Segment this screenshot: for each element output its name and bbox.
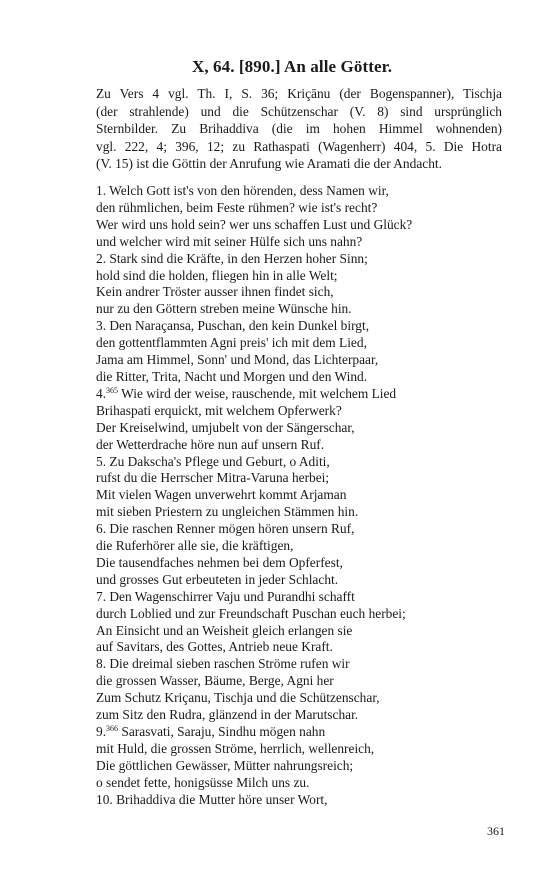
intro-line: Zu Vers 4 vgl. Th. I, S. 36; Kriçānu (der Bogenspanner), Tischja xyxy=(96,86,502,101)
intro-line: vgl. 222, 4; 396, 12; zu Rathaspati (Wagenherr) 404, 5. Die Hotra xyxy=(96,138,502,154)
verse-line: 5. Zu Dakscha's Pflege und Geburt, o Aditi, xyxy=(96,453,330,469)
verse-line: mit sieben Priestern zu ungleichen Stämmen hin. xyxy=(96,504,359,520)
verse-line: durch Loblied und zur Freundschaft Puschan euch herbei; xyxy=(96,605,406,621)
verse-line: An Einsicht und an Weisheit gleich erlangen sie xyxy=(96,622,353,638)
verse-line: Jama am Himmel, Sonn' und Mond, das Lichterpaar, xyxy=(96,352,379,368)
page-title: X, 64. [890.] An alle Götter. xyxy=(191,57,393,76)
intro-line: Sternbilder. Zu Brihaddiva (die im hohen Himmel wohnenden) xyxy=(96,121,502,137)
verse-line: 8. Die dreimal sieben raschen Ströme rufen wir xyxy=(96,656,350,672)
footnote-marker[interactable]: 366 xyxy=(106,724,119,733)
verse-line: Der Kreiselwind, umjubelt von der Sängerschar, xyxy=(96,419,355,435)
verse-line: und grosses Gut erbeuteten in jeder Schlacht. xyxy=(96,571,339,587)
verse-line: auf Savitars, des Gottes, Antrieb neue Kraft. xyxy=(96,639,333,655)
verse-line: zum Sitz den Rudra, glänzend in der Marutschar. xyxy=(96,707,359,723)
verse-line: Kein andrer Tröster ausser ihnen findet sich, xyxy=(96,284,334,300)
verse-line: mit Huld, die grossen Ströme, herrlich, wellenreich, xyxy=(96,740,375,756)
verse-line: Mit vielen Wagen unverwehrt kommt Arjaman xyxy=(96,487,347,503)
verse-line: 6. Die raschen Renner mögen hören unsern Ruf, xyxy=(96,521,355,537)
verse-line: den gottentflammten Agni preis' ich mit dem Lied, xyxy=(96,335,367,351)
intro-line: (der strahlende) und die Schützenschar (V. 8) sind ursprünglich xyxy=(96,103,502,119)
verse-line: die grossen Wasser, Bäume, Berge, Agni her xyxy=(96,673,334,689)
verse-line: Brihaspati erquickt, mit welchem Opferwerk? xyxy=(96,402,342,418)
verse-number: 9. xyxy=(96,724,107,739)
verse-line: o sendet fette, honigsüsse Milch uns zu. xyxy=(96,774,310,790)
verse-line: den rühmlichen, beim Feste rühmen? wie ist's recht? xyxy=(96,199,378,215)
verse-line: die Ritter, Trita, Nacht und Morgen und den Wind. xyxy=(96,368,368,384)
verse-number: 4. xyxy=(96,385,107,401)
verse-line: hold sind die holden, fliegen hin in alle Welt; xyxy=(96,267,338,283)
verse-line: der Wetterdrache höre nun auf unsern Ruf. xyxy=(96,436,325,452)
verse-line-with-footnote xyxy=(96,724,496,741)
verse-line: 7. Den Wagenschirrer Vaju und Purandhi schafft xyxy=(96,588,355,604)
verse-line-with-footnote xyxy=(96,386,496,403)
intro-line: (V. 15) ist die Göttin der Anrufung wie Aramati die der Andacht. xyxy=(96,156,442,172)
verse-line: Die tausendfaches nehmen bei dem Opferfest, xyxy=(96,554,343,570)
verse-line: die Ruferhörer alle sie, die kräftigen, xyxy=(96,538,294,554)
verse-line: rufst du die Herrscher Mitra-Varuna herbei; xyxy=(96,470,330,486)
intro-paragraph xyxy=(96,85,502,173)
verse-line: und welcher wird mit seiner Hülfe sich uns nahn? xyxy=(96,233,363,249)
footnote-marker[interactable]: 365 xyxy=(106,385,119,395)
verse-line: 2. Stark sind die Kräfte, in den Herzen hoher Sinn; xyxy=(96,250,368,266)
verse-line: Wer wird uns hold sein? wer uns schaffen Lust und Glück? xyxy=(96,216,413,232)
verse-line: nur zu den Göttern streben meine Wünsche hin. xyxy=(96,301,352,317)
verse-line: 10. Brihaddiva die Mutter höre unser Wort, xyxy=(96,791,328,807)
verse-line: 1. Welch Gott ist's von den hörenden, dess Namen wir, xyxy=(96,183,389,198)
verse-line: Zum Schutz Kriçanu, Tischja und die Schützenschar, xyxy=(96,690,380,706)
page-number: 361 xyxy=(487,824,505,838)
verse-line: Die göttlichen Gewässer, Mütter nahrungsreich; xyxy=(96,757,354,773)
verse-block xyxy=(96,183,496,809)
verse-text: Sarasvati, Saraju, Sindhu mögen nahn xyxy=(118,724,326,739)
verse-text: Wie wird der weise, rauschende, mit welchem Lied xyxy=(118,385,397,401)
verse-line: 3. Den Naraçansa, Puschan, den kein Dunkel birgt, xyxy=(96,318,370,334)
